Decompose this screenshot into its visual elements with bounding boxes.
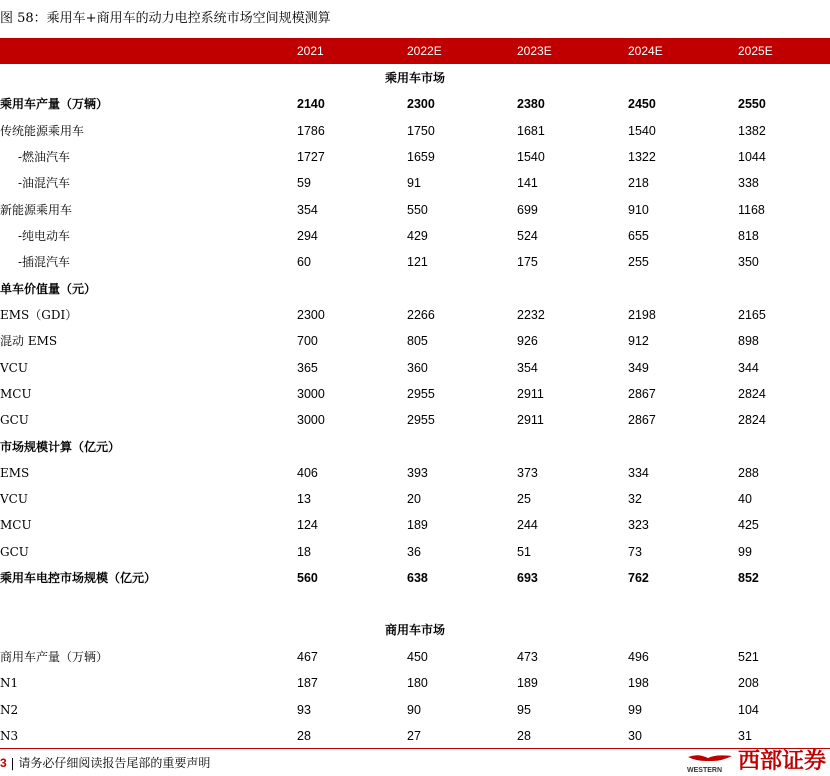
cell-value: 912 <box>628 334 649 348</box>
cell-value: 2300 <box>297 308 325 322</box>
section-title-commercial: 商用车市场 <box>385 623 446 637</box>
cell-value: 90 <box>407 703 421 717</box>
footer-separator: | <box>10 756 15 770</box>
row-label: N1 <box>0 676 19 690</box>
cell-value: 244 <box>517 518 538 532</box>
table-row <box>0 723 830 749</box>
cell-value: 51 <box>517 545 531 559</box>
cell-value: 3000 <box>297 387 325 401</box>
cell-value: 354 <box>517 361 538 375</box>
cell-value: 198 <box>628 676 649 690</box>
table-row <box>0 223 830 249</box>
cell-value: 189 <box>407 518 428 532</box>
cell-value: 13 <box>297 492 311 506</box>
cell-value: 450 <box>407 650 428 664</box>
cell-value: 28 <box>297 729 311 743</box>
row-label: VCU <box>0 492 28 506</box>
row-label: MCU <box>0 518 32 532</box>
row-label: 乘用车电控市场规模（亿元） <box>0 571 157 585</box>
cell-value: 2550 <box>738 97 766 111</box>
cell-value: 2911 <box>517 387 544 401</box>
row-label: 商用车产量（万辆） <box>0 650 109 664</box>
cell-value: 1727 <box>297 150 325 164</box>
cell-value: 1382 <box>738 124 766 138</box>
row-label: 市场规模计算（亿元） <box>0 440 121 454</box>
cell-value: 99 <box>738 545 752 559</box>
table-row <box>0 381 830 407</box>
table-row <box>0 197 830 223</box>
cell-value: 2380 <box>517 97 545 111</box>
cell-value: 344 <box>738 361 759 375</box>
row-label: N3 <box>0 729 19 743</box>
cell-value: 693 <box>517 571 538 585</box>
cell-value: 218 <box>628 176 649 190</box>
cell-value: 25 <box>517 492 531 506</box>
cell-value: 2266 <box>407 308 435 322</box>
cell-value: 393 <box>407 466 428 480</box>
cell-value: 30 <box>628 729 642 743</box>
year-header: 2025E <box>738 44 773 58</box>
cell-value: 93 <box>297 703 311 717</box>
cell-value: 95 <box>517 703 531 717</box>
cell-value: 1681 <box>517 124 545 138</box>
table-header <box>0 38 830 64</box>
cell-value: 550 <box>407 203 428 217</box>
cell-value: 338 <box>738 176 759 190</box>
row-label: 混动 EMS <box>0 334 58 348</box>
row-label: MCU <box>0 387 32 401</box>
cell-value: 255 <box>628 255 649 269</box>
table-row <box>0 170 830 196</box>
page-number: 3 <box>0 756 7 770</box>
cell-value: 323 <box>628 518 649 532</box>
year-header: 2021 <box>297 44 324 58</box>
row-label: EMS（GDI） <box>0 308 78 322</box>
cell-value: 2300 <box>407 97 435 111</box>
year-header: 2023E <box>517 44 552 58</box>
table-row <box>0 486 830 512</box>
cell-value: 334 <box>628 466 649 480</box>
cell-value: 521 <box>738 650 759 664</box>
cell-value: 1786 <box>297 124 325 138</box>
cell-value: 104 <box>738 703 759 717</box>
cell-value: 27 <box>407 729 421 743</box>
cell-value: 354 <box>297 203 318 217</box>
table-row <box>0 355 830 381</box>
cell-value: 2911 <box>517 413 544 427</box>
row-label: -燃油汽车 <box>18 150 71 164</box>
page-footer <box>0 752 210 774</box>
cell-value: 1168 <box>738 203 765 217</box>
table-row <box>0 644 830 670</box>
logo-wordmark: WESTERN <box>687 767 722 774</box>
cell-value: 1540 <box>517 150 545 164</box>
row-label: N2 <box>0 703 19 717</box>
table-row <box>0 276 830 302</box>
table-row <box>0 118 830 144</box>
cell-value: 99 <box>628 703 642 717</box>
cell-value: 1540 <box>628 124 656 138</box>
row-label: -插混汽车 <box>18 255 71 269</box>
table-row <box>0 460 830 486</box>
section-row <box>0 65 830 91</box>
cell-value: 349 <box>628 361 649 375</box>
cell-value: 40 <box>738 492 752 506</box>
cell-value: 288 <box>738 466 759 480</box>
cell-value: 429 <box>407 229 428 243</box>
table-row <box>0 249 830 275</box>
cell-value: 2232 <box>517 308 545 322</box>
cell-value: 762 <box>628 571 649 585</box>
cell-value: 28 <box>517 729 531 743</box>
cell-value: 910 <box>628 203 649 217</box>
cell-value: 124 <box>297 518 318 532</box>
cell-value: 60 <box>297 255 311 269</box>
cell-value: 2140 <box>297 97 325 111</box>
cell-value: 1044 <box>738 150 766 164</box>
cell-value: 294 <box>297 229 318 243</box>
cell-value: 700 <box>297 334 318 348</box>
row-label: EMS <box>0 466 30 480</box>
cell-value: 560 <box>297 571 318 585</box>
cell-value: 208 <box>738 676 759 690</box>
cell-value: 2867 <box>628 413 656 427</box>
table-row <box>0 565 830 591</box>
table-row <box>0 670 830 696</box>
year-header: 2024E <box>628 44 663 58</box>
cell-value: 31 <box>738 729 752 743</box>
brand-logo-text: 西部证券 <box>738 749 827 774</box>
cell-value: 898 <box>738 334 759 348</box>
row-label: -纯电动车 <box>18 229 71 243</box>
table-row <box>0 512 830 538</box>
cell-value: 524 <box>517 229 538 243</box>
cell-value: 121 <box>407 255 428 269</box>
cell-value: 406 <box>297 466 318 480</box>
cell-value: 360 <box>407 361 428 375</box>
cell-value: 187 <box>297 676 318 690</box>
cell-value: 189 <box>517 676 538 690</box>
row-label: 新能源乘用车 <box>0 203 73 217</box>
table-row <box>0 328 830 354</box>
cell-value: 2824 <box>738 387 766 401</box>
figure-title: 图 58：乘用车+商用车的动力电控系统市场空间规模测算 <box>0 11 331 26</box>
table-row <box>0 302 830 328</box>
cell-value: 3000 <box>297 413 325 427</box>
cell-value: 638 <box>407 571 428 585</box>
table-row <box>0 434 830 460</box>
table-row <box>0 697 830 723</box>
footer-disclaimer: 请务必仔细阅读报告尾部的重要声明 <box>18 756 211 770</box>
cell-value: 180 <box>407 676 428 690</box>
cell-value: 2450 <box>628 97 656 111</box>
row-label: 单车价值量（元） <box>0 282 97 296</box>
cell-value: 1659 <box>407 150 435 164</box>
cell-value: 2824 <box>738 413 766 427</box>
table-row <box>0 91 830 117</box>
cell-value: 2198 <box>628 308 656 322</box>
cell-value: 91 <box>407 176 421 190</box>
cell-value: 805 <box>407 334 428 348</box>
bull-head-icon <box>686 752 734 774</box>
cell-value: 2955 <box>407 387 435 401</box>
cell-value: 699 <box>517 203 538 217</box>
cell-value: 350 <box>738 255 759 269</box>
row-label: -油混汽车 <box>18 176 71 190</box>
table-row <box>0 539 830 565</box>
cell-value: 175 <box>517 255 538 269</box>
cell-value: 32 <box>628 492 642 506</box>
cell-value: 2955 <box>407 413 435 427</box>
cell-value: 926 <box>517 334 538 348</box>
cell-value: 1750 <box>407 124 435 138</box>
cell-value: 473 <box>517 650 538 664</box>
row-label: 传统能源乘用车 <box>0 124 85 138</box>
cell-value: 59 <box>297 176 311 190</box>
cell-value: 2165 <box>738 308 766 322</box>
table-row <box>0 407 830 433</box>
cell-value: 425 <box>738 518 759 532</box>
cell-value: 2867 <box>628 387 656 401</box>
footer-divider <box>0 748 830 749</box>
cell-value: 467 <box>297 650 318 664</box>
row-label: GCU <box>0 545 29 559</box>
cell-value: 365 <box>297 361 318 375</box>
cell-value: 1322 <box>628 150 656 164</box>
cell-value: 20 <box>407 492 421 506</box>
cell-value: 36 <box>407 545 421 559</box>
section-row <box>0 617 830 643</box>
year-header: 2022E <box>407 44 442 58</box>
cell-value: 496 <box>628 650 649 664</box>
row-label: VCU <box>0 361 28 375</box>
cell-value: 18 <box>297 545 311 559</box>
row-label: 乘用车产量（万辆） <box>0 97 109 111</box>
row-label: GCU <box>0 413 29 427</box>
cell-value: 655 <box>628 229 649 243</box>
table-row <box>0 144 830 170</box>
cell-value: 852 <box>738 571 759 585</box>
cell-value: 73 <box>628 545 642 559</box>
cell-value: 818 <box>738 229 759 243</box>
section-title-passenger: 乘用车市场 <box>385 71 446 85</box>
cell-value: 373 <box>517 466 538 480</box>
cell-value: 141 <box>517 176 538 190</box>
